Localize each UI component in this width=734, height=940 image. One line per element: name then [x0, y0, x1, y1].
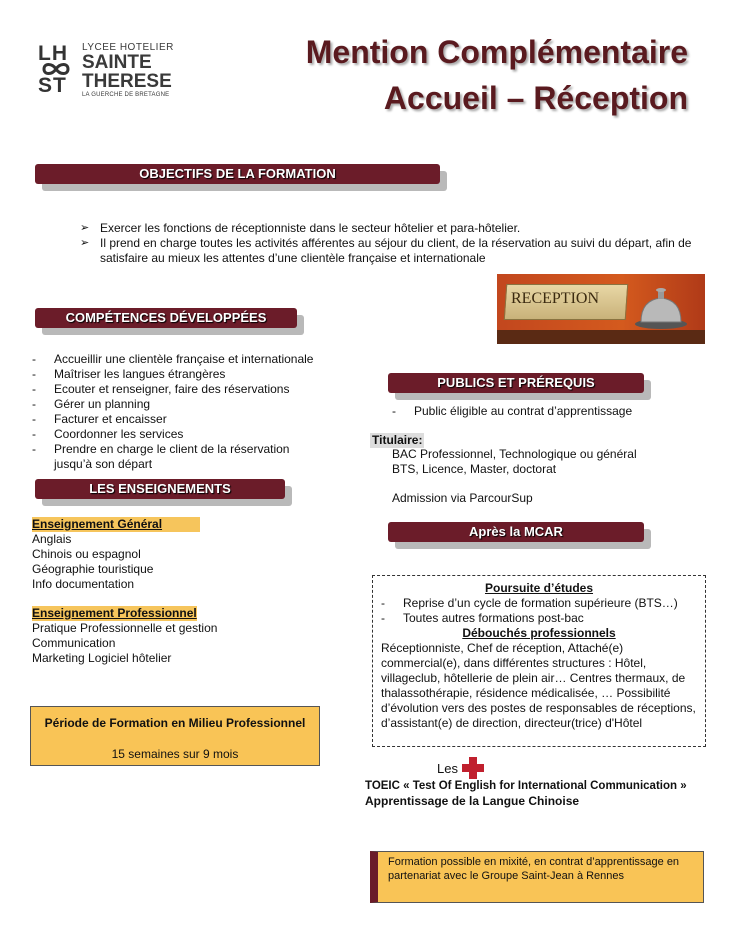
list-item: - Maîtriser les langues étrangères — [32, 367, 332, 382]
debouches-text: Réceptionniste, Chef de réception, Attaché(e) commercial(e), dans différentes structures : Hôtel, villageclub, hôtellerie de plein air… Centres thermaux, de thalassothérapie, résidence médicalisée, … Possibilité d’évolution vers des postes de responsables de réceptions, d’assistant(e) de direction, directeur(trice) d'Hôtel — [381, 641, 696, 730]
competences-header: COMPÉTENCES DÉVELOPPÉES — [35, 308, 297, 328]
list-item: Géographie touristique — [32, 562, 154, 576]
list-item: Anglais — [32, 532, 72, 546]
list-item: ➢ Exercer les fonctions de réceptionniste dans le secteur hôtelier et para-hôtelier. — [80, 221, 720, 236]
admission-text: Admission via ParcourSup — [392, 491, 533, 505]
list-item: - Ecouter et renseigner, faire des réservations — [32, 382, 332, 397]
chinois-text: Apprentissage de la Langue Chinoise — [365, 794, 580, 808]
page-title-line1: Mention Complémentaire — [305, 34, 688, 70]
list-item: Marketing Logiciel hôtelier — [32, 651, 172, 665]
logo-text — [82, 42, 174, 98]
bell-icon — [633, 286, 689, 330]
periode-box — [30, 706, 320, 766]
titulaire-line1: BAC Professionnel, Technologique ou général — [392, 447, 637, 461]
publics-list — [392, 404, 692, 419]
les-label: Les — [437, 761, 458, 776]
list-item: Chinois ou espagnol — [32, 547, 141, 561]
logo-line1: LYCEE HOTELIER — [82, 42, 174, 53]
list-item: Info documentation — [32, 577, 135, 591]
list-item: Pratique Professionnelle et gestion — [32, 621, 218, 635]
logo-line3: THERESE — [82, 71, 172, 92]
poursuite-title: Poursuite d’études — [484, 581, 594, 595]
logo-line2: SAINTE — [82, 52, 152, 73]
reception-photo — [497, 274, 705, 344]
periode-title: Période de Formation en Milieu Professionnel — [44, 716, 306, 730]
logo-mark-bottom: ST — [38, 74, 67, 97]
logo-mark — [38, 44, 74, 96]
periode-duration: 15 semaines sur 9 mois — [111, 747, 239, 761]
plus-icon — [462, 757, 484, 779]
list-item: - Facturer et encaisser — [32, 412, 332, 427]
general-title: Enseignement Général — [32, 517, 200, 532]
reception-sign-text: RECEPTION — [511, 290, 599, 307]
list-item: - Accueillir une clientèle française et internationale — [32, 352, 332, 367]
titulaire-line2: BTS, Licence, Master, doctorat — [392, 462, 557, 476]
pro-title: Enseignement Professionnel — [32, 606, 197, 620]
poursuite-list — [381, 596, 705, 626]
page-title-line2: Accueil – Réception — [383, 80, 688, 116]
list-item: Communication — [32, 636, 116, 650]
note-box — [370, 851, 704, 903]
list-item: ➢ Il prend en charge toutes les activités afférentes au séjour du client, de la réservation au suivi du départ, afin de satisfaire au mieux les attentes d’une clientèle française et internationale — [80, 236, 720, 266]
debouches-title: Débouchés professionnels — [462, 626, 616, 640]
objectifs-header: OBJECTIFS DE LA FORMATION — [35, 164, 440, 184]
list-item: - Prendre en charge le client de la réservation jusqu’à son départ — [32, 442, 314, 472]
list-item: - Reprise d’un cycle de formation supérieure (BTS…) — [381, 596, 705, 611]
logo-mark-top: LH — [38, 42, 68, 65]
list-item: - Gérer un planning — [32, 397, 332, 412]
apres-header: Après la MCAR — [388, 522, 644, 542]
objectifs-list — [80, 221, 720, 266]
toeic-text: TOEIC « Test Of English for International Communication » — [365, 780, 687, 792]
list-item: - Public éligible au contrat d’apprentissage — [392, 404, 692, 419]
publics-header: PUBLICS ET PRÉREQUIS — [388, 373, 644, 393]
enseignements-block — [32, 517, 217, 666]
apres-box — [372, 575, 706, 747]
list-item: - Toutes autres formations post-bac — [381, 611, 705, 626]
note-text: Formation possible en mixité, en contrat d’apprentissage en partenariat avec le Groupe Saint-Jean à Rennes — [388, 856, 680, 882]
competences-list — [32, 352, 332, 472]
enseignements-header: LES ENSEIGNEMENTS — [35, 479, 285, 499]
list-item: - Coordonner les services — [32, 427, 332, 442]
logo-line4: LA GUERCHE DE BRETAGNE — [82, 92, 170, 98]
titulaire-label: Titulaire: — [372, 433, 423, 447]
